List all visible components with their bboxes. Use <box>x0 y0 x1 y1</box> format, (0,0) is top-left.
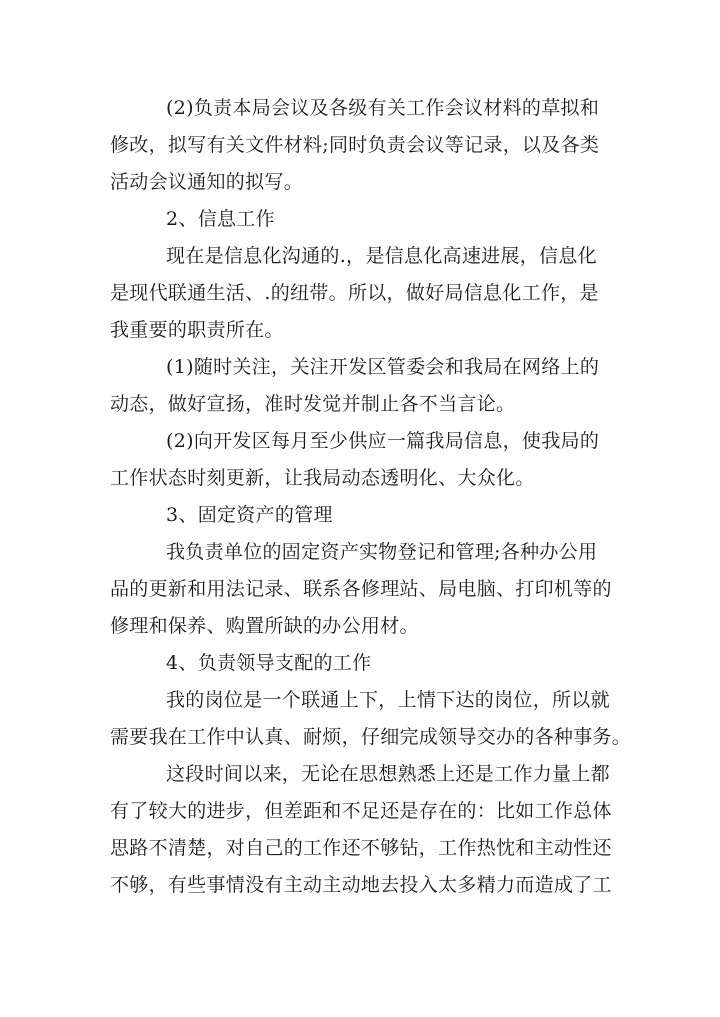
text-line: 不够，有些事情没有主动主动地去投入太多精力而造成了工 <box>110 874 612 896</box>
text-line: 这段时间以来，无论在思想熟悉上还是工作力量上都 <box>166 763 610 785</box>
text-line: 我重要的职责所在。 <box>110 319 284 341</box>
text-line: 活动会议通知的拟写。 <box>110 171 304 193</box>
text-line: 修改，拟写有关文件材料;同时负责会议等记录，以及各类 <box>110 134 600 156</box>
text-line: 思路不清楚，对自己的工作还不够钻，工作热忱和主动性还 <box>110 837 612 859</box>
text-line: 工作状态时刻更新，让我局动态透明化、大众化。 <box>110 467 535 489</box>
text-line: 是现代联通生活、.的纽带。所以，做好局信息化工作，是 <box>110 282 599 304</box>
text-line: 我的岗位是一个联通上下，上情下达的岗位，所以就 <box>166 689 610 711</box>
text-line: 3、固定资产的管理 <box>166 504 333 526</box>
document-body <box>110 90 632 904</box>
text-line: 有了较大的进步，但差距和不足还是存在的：比如工作总体 <box>110 800 612 822</box>
text-line: 4、负责领导支配的工作 <box>166 652 372 674</box>
text-line: 修理和保养、购置所缺的办公用材。 <box>110 615 419 637</box>
text-line: 动态，做好宣扬，准时发觉并制止各不当言论。 <box>110 393 516 415</box>
text-line: 2、信息工作 <box>166 208 275 230</box>
text-line: 现在是信息化沟通的.，是信息化高速进展，信息化 <box>166 245 597 267</box>
text-line: (2)向开发区每月至少供应一篇我局信息，使我局的 <box>166 430 600 452</box>
text-line: 我负责单位的固定资产实物登记和管理;各种办公用 <box>166 541 598 563</box>
text-line: (1)随时关注，关注开发区管委会和我局在网络上的 <box>166 356 600 378</box>
text-line: 需要我在工作中认真、耐烦，仔细完成领导交办的各种事务。 <box>110 726 632 748</box>
text-line: (2)负责本局会议及各级有关工作会议材料的草拟和 <box>166 97 600 119</box>
text-line: 品的更新和用法记录、联系各修理站、局电脑、打印机等的 <box>110 578 612 600</box>
